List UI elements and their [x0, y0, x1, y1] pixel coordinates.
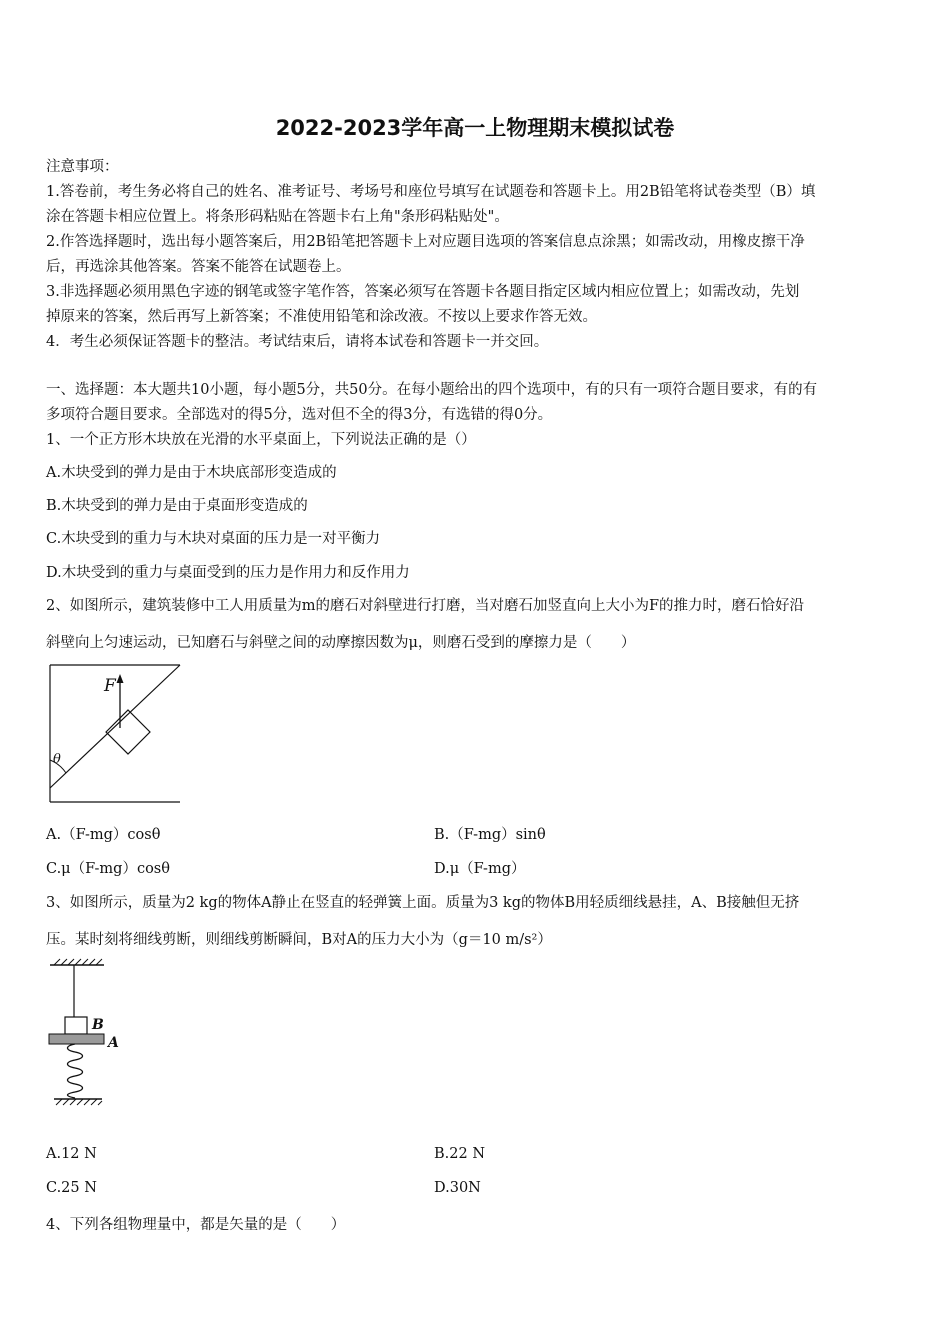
- question-2-option-a: A.（F-mg）cosθ: [46, 827, 161, 843]
- spring-diagram: [44, 957, 124, 1107]
- notice-line: 3.非选择题必须用黑色字迹的钢笔或签字笔作答，答案必须写在答题卡各题目指定区域内相应位置上；如需改动，先划: [46, 284, 800, 300]
- question-3-option-c: C.25 N: [46, 1180, 97, 1196]
- question-3-option-b: B.22 N: [434, 1146, 486, 1162]
- question-1-option-b: B.木块受到的弹力是由于桌面形变造成的: [46, 498, 308, 514]
- notice-line: 4．考生必须保证答题卡的整洁。考试结束后，请将本试卷和答题卡一并交回。: [46, 334, 549, 350]
- notice-line: 后，再选涂其他答案。答案不能答在试题卷上。: [46, 259, 351, 275]
- question-1-option-a: A.木块受到的弹力是由于木块底部形变造成的: [46, 465, 337, 481]
- block-b-label: B: [92, 1017, 104, 1033]
- notice-line: 1.答卷前，考生务必将自己的姓名、准考证号、考场号和座位号填写在试题卷和答题卡上。用2B铅笔将试卷类型（B）填: [46, 184, 816, 200]
- question-1-option-c: C.木块受到的重力与木块对桌面的压力是一对平衡力: [46, 531, 381, 547]
- section-instructions: 多项符合题目要求。全部选对的得5分，选对但不全的得3分，有选错的得0分。: [46, 407, 553, 423]
- force-label: F: [104, 676, 116, 696]
- question-4-stem: 4、下列各组物理量中，都是矢量的是（ ）: [46, 1217, 346, 1233]
- question-3-stem: 3、如图所示，质量为2 kg的物体A静止在竖直的轻弹簧上面。质量为3 kg的物体B用轻质细线悬挂，A、B接触但无挤: [46, 895, 800, 911]
- question-2-stem: 2、如图所示，建筑装修中工人用质量为m的磨石对斜壁进行打磨，当对磨石加竖直向上大小为F的推力时，磨石恰好沿: [46, 598, 805, 614]
- notice-line: 涂在答题卡相应位置上。将条形码粘贴在答题卡右上角"条形码粘贴处"。: [46, 209, 509, 225]
- question-2-stem: 斜壁向上匀速运动，已知磨石与斜壁之间的动摩擦因数为μ，则磨石受到的摩擦力是（ ）: [46, 635, 636, 651]
- notice-line: 2.作答选择题时，选出每小题答案后，用2B铅笔把答题卡上对应题目选项的答案信息点涂黑；如需改动，用橡皮擦干净: [46, 234, 805, 250]
- question-3-stem: 压。某时刻将细线剪断，则细线剪断瞬间，B对A的压力大小为（g＝10 m/s²）: [46, 932, 552, 948]
- question-2-option-d: D.μ（F-mg）: [434, 861, 526, 877]
- question-3-option-d: D.30N: [434, 1180, 481, 1196]
- notice-line: 掉原来的答案，然后再写上新答案；不准使用铅笔和涂改液。不按以上要求作答无效。: [46, 309, 597, 325]
- page-title: 2022-2023学年高一上物理期末模拟试卷: [275, 116, 675, 140]
- block-a-label: A: [108, 1035, 119, 1051]
- question-1-stem: 1、一个正方形木块放在光滑的水平桌面上，下列说法正确的是（）: [46, 432, 476, 448]
- question-1-option-d: D.木块受到的重力与桌面受到的压力是作用力和反作用力: [46, 565, 410, 581]
- question-2-option-b: B.（F-mg）sinθ: [434, 827, 546, 843]
- notice-heading: 注意事项：: [46, 159, 119, 175]
- question-3-option-a: A.12 N: [46, 1146, 97, 1162]
- angle-label: θ: [53, 752, 61, 767]
- section-instructions: 一、选择题：本大题共10小题，每小题5分，共50分。在每小题给出的四个选项中，有的只有一项符合题目要求，有的有: [46, 382, 818, 398]
- question-2-option-c: C.μ（F-mg）cosθ: [46, 861, 170, 877]
